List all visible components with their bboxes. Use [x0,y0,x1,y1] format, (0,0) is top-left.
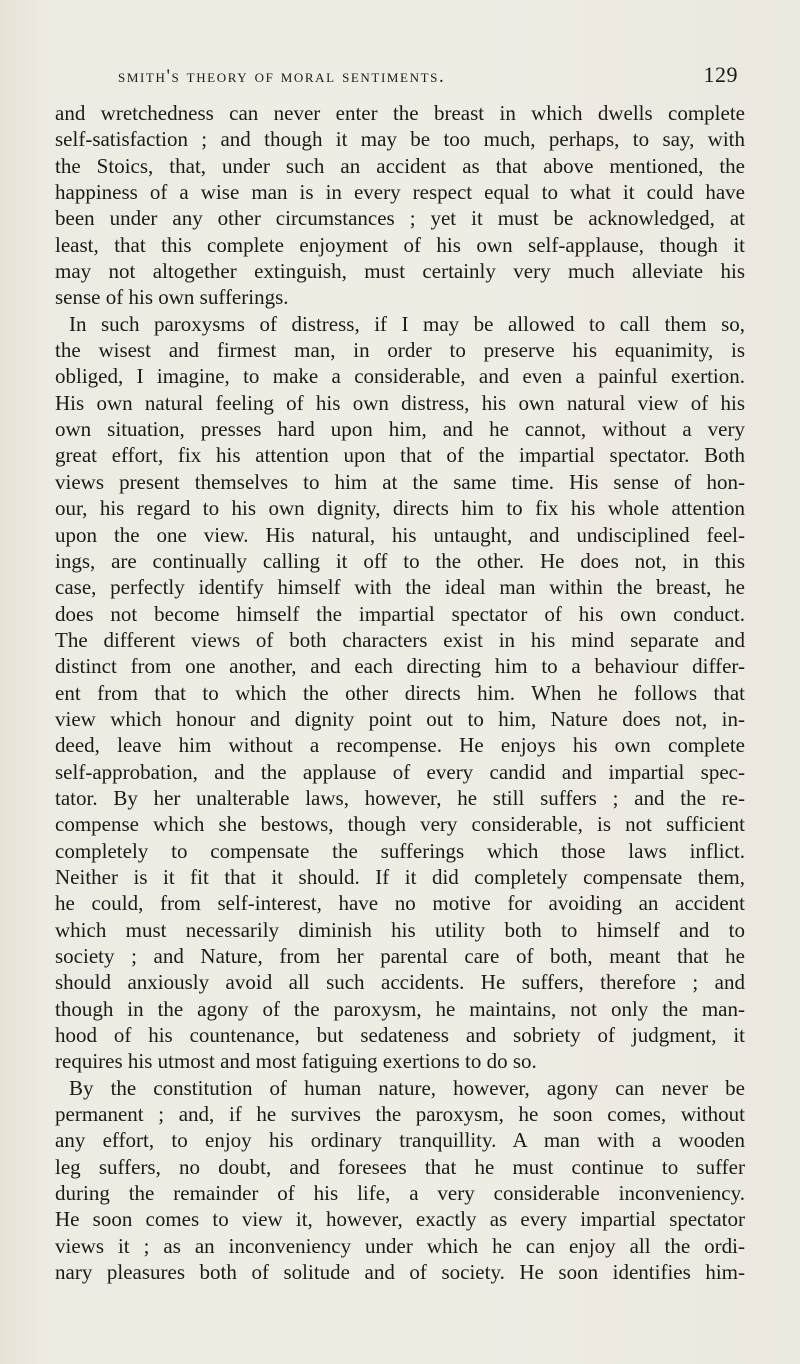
body-text [55,100,745,1285]
running-title: smith's theory of moral sentiments. [118,66,446,87]
text-line: society ; and Nature, from her parental care of both, meant that he [55,944,745,968]
text-line: own situation, presses hard upon him, and he cannot, without a very [55,417,745,442]
text-line: he could, from self-interest, have no motive for avoiding an accident [55,891,745,916]
text-line: permanent ; and, if he survives the paroxysm, he soon comes, without [55,1102,745,1127]
text-line: during the remainder of his life, a very considerable inconveniency. [55,1181,745,1206]
text-line: The different views of both characters exist in his mind separate and [55,627,745,652]
text-line: least, that this complete enjoyment of his own self-applause, though it [55,232,745,257]
text-line: completely to compensate the sufferings which those laws inflict. [55,838,745,863]
text-line: though in the agony of the paroxysm, he maintains, not only the man- [55,996,745,1021]
text-line: By the constitution of human nature, however, agony can never be [69,1075,745,1100]
text-line: hood of his countenance, but sedateness and sobriety of judgment, it [55,1023,745,1048]
text-line: great effort, fix his attention upon that of the impartial spectator. Both [55,443,745,468]
text-line: self-satisfaction ; and though it may be too much, perhaps, to say, with [55,127,745,152]
text-line: happiness of a wise man is in every respect equal to what it could have [55,180,745,205]
text-line: ent from that to which the other directs him. When he follows that [55,680,745,705]
text-line: compense which she bestows, though very considerable, is not sufficient [55,812,745,837]
text-line: which must necessarily diminish his utility both to himself and to [55,917,745,942]
text-line: views present themselves to him at the same time. His sense of hon- [55,469,745,494]
text-line: His own natural feeling of his own distress, his own natural view of his [55,390,745,415]
text-line: leg suffers, no doubt, and foresees that he must continue to suffer [55,1154,745,1179]
text-line: distinct from one another, and each directing him to a behaviour differ- [55,654,745,679]
text-line: view which honour and dignity point out to him, Nature does not, in- [55,706,745,731]
text-line: does not become himself the impartial spectator of his own conduct. [55,601,745,626]
text-line: the Stoics, that, under such an accident as that above mentioned, the [55,153,745,178]
text-line: In such paroxysms of distress, if I may be allowed to call them so, [69,311,745,336]
text-line: may not altogether extinguish, must certainly very much alleviate his [55,259,745,284]
text-line: tator. By her unalterable laws, however, he still suffers ; and the re- [55,785,745,810]
text-line: requires his utmost and most fatiguing exertions to do so. [55,1049,537,1074]
text-line: upon the one view. His natural, his untaught, and undisciplined feel- [55,522,745,547]
text-line: and wretchedness can never enter the breast in which dwells complete [55,101,745,125]
text-line: case, perfectly identify himself with the ideal man within the breast, he [55,575,745,600]
text-line: any effort, to enjoy his ordinary tranquillity. A man with a wooden [55,1128,745,1153]
text-line: obliged, I imagine, to make a considerable, and even a painful exertion. [55,364,745,389]
text-line: self-approbation, and the applause of every candid and impartial spec- [55,759,745,784]
text-line: ings, are continually calling it off to the other. He does not, in this [55,548,745,573]
text-line: views it ; as an inconveniency under which he can enjoy all the ordi- [55,1233,745,1258]
text-line: deed, leave him without a recompense. He enjoys his own complete [55,733,745,758]
text-line: our, his regard to his own dignity, directs him to fix his whole attention [55,496,745,521]
text-line: should anxiously avoid all such accidents. He suffers, therefore ; and [55,970,745,995]
page-number: 129 [703,62,738,87]
text-line: He soon comes to view it, however, exactly as every impartial spectator [55,1207,745,1232]
text-line: been under any other circumstances ; yet it must be acknowledged, at [55,206,745,231]
running-head [118,62,738,92]
text-line: sense of his own sufferings. [55,285,289,310]
text-line: nary pleasures both of solitude and of society. He soon identifies him- [55,1260,745,1285]
text-line: the wisest and firmest man, in order to preserve his equanimity, is [55,338,745,363]
text-line: Neither is it fit that it should. If it did completely compensate them, [55,864,745,889]
